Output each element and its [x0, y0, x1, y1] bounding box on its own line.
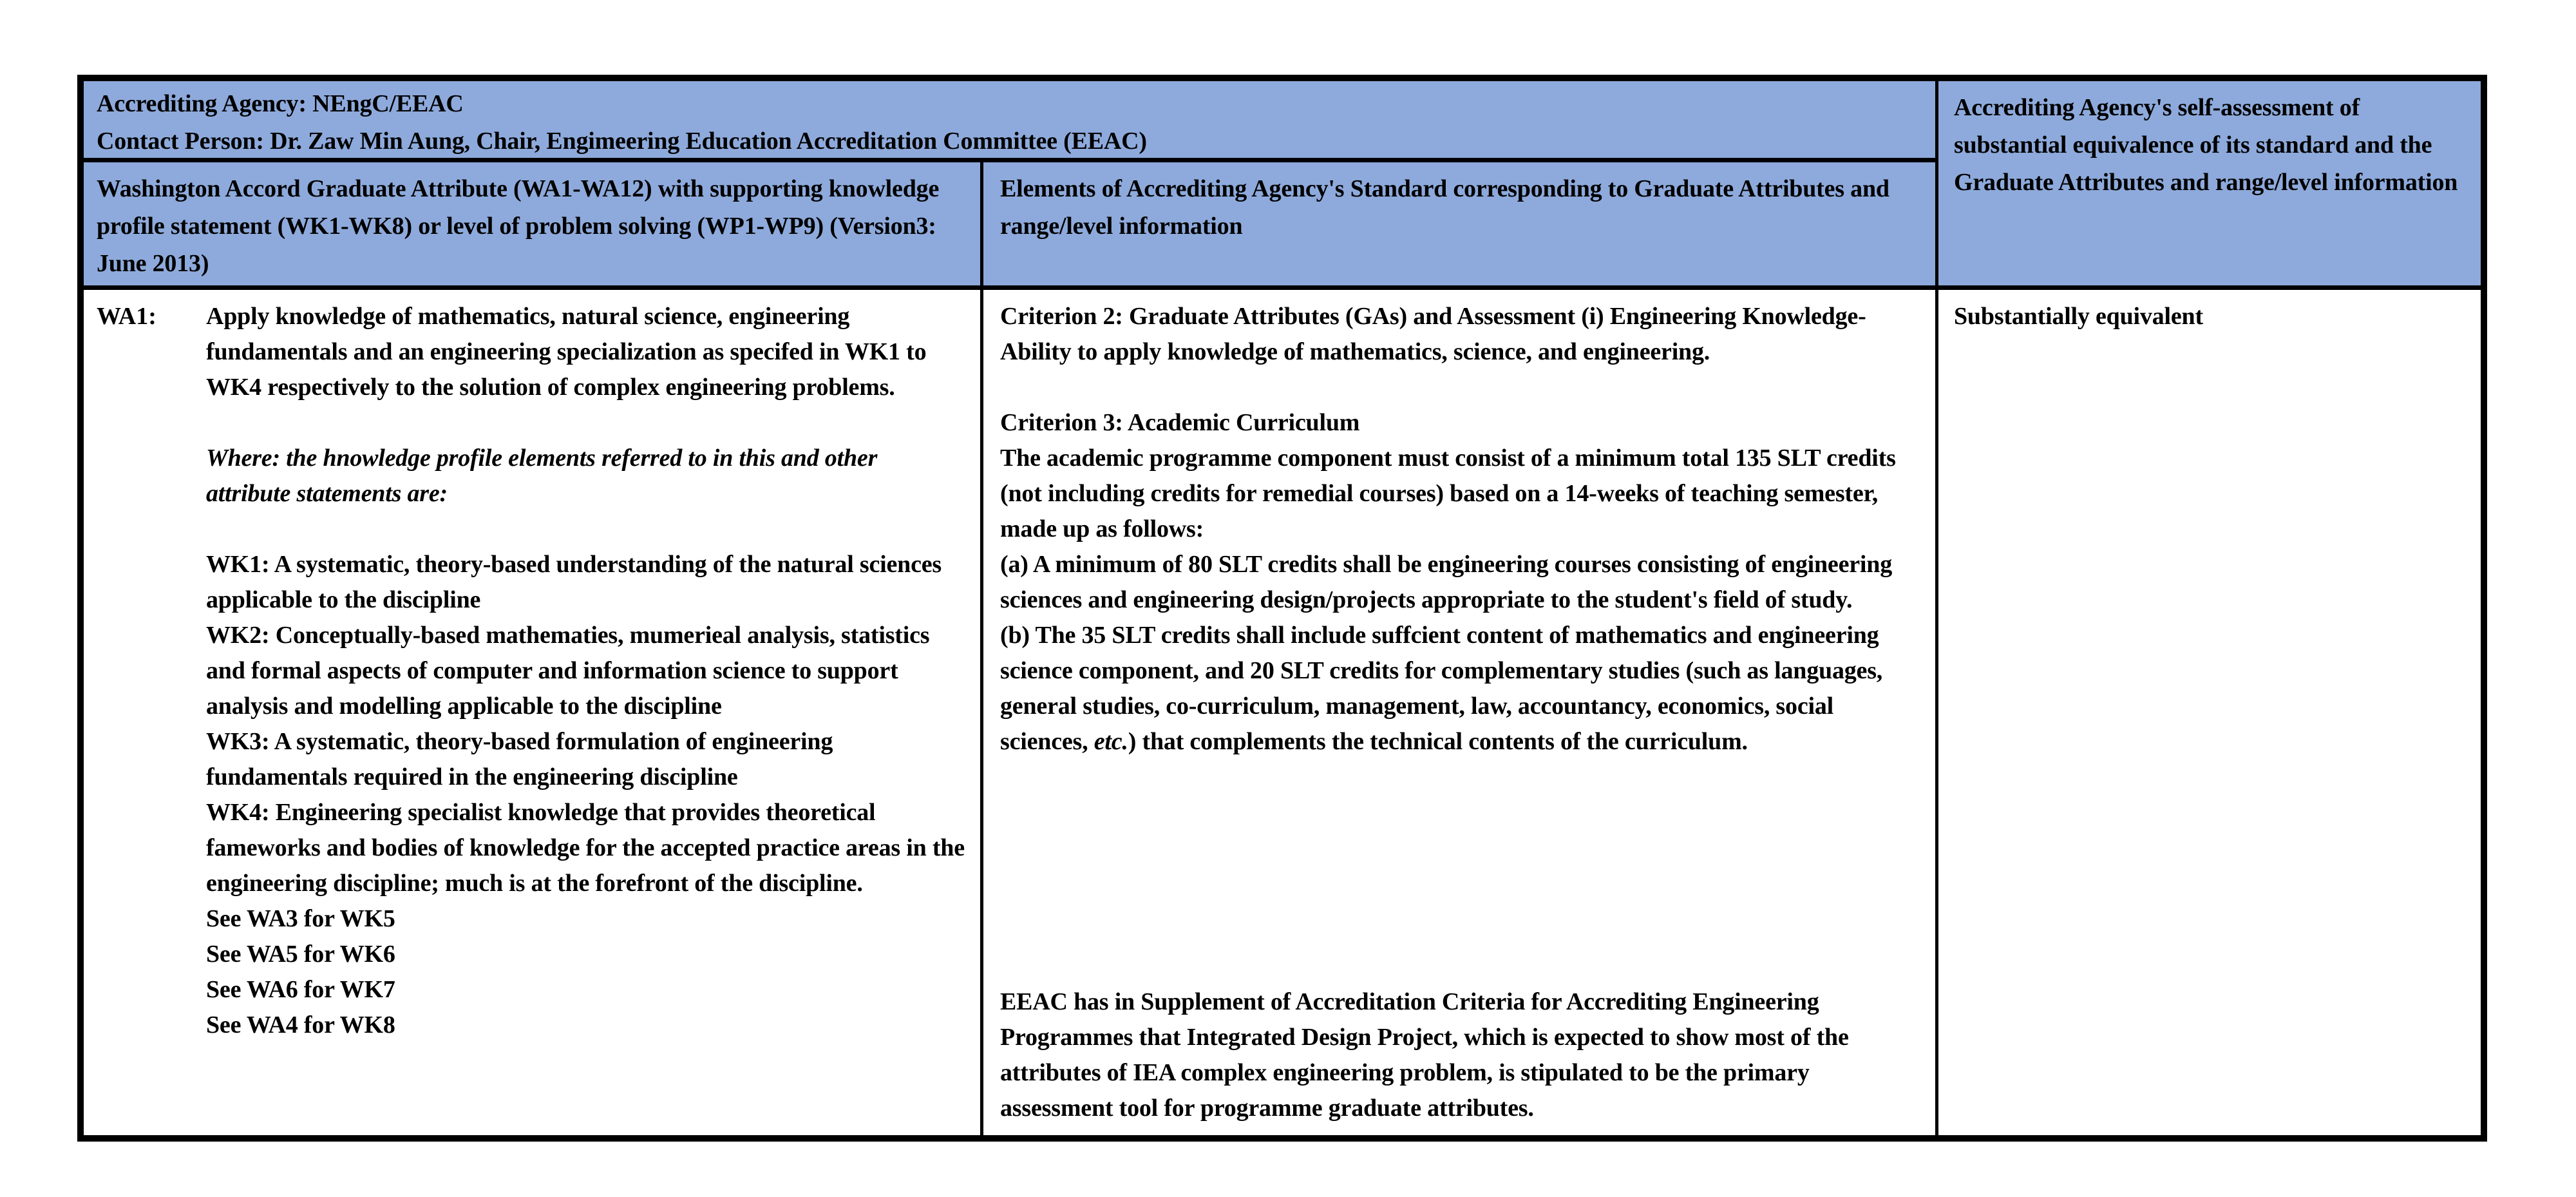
- self-assessment-header-text: Accrediting Agency's self-assessment of substantial equivalence of its standard and the Graduate Attributes and range/level information: [1954, 94, 2458, 196]
- item-b-text-start: (b) The 35 SLT credits shall include suffcient content of mathematics and engineering science component, and 20 SLT credits for complementary studies (such as languages, general studies, co-curriculum, management, law, accountancy, economics, social sciences,: [1000, 622, 1883, 755]
- standard-elements-header-text: Elements of Accrediting Agency's Standard corresponding to Graduate Attributes and range/level information: [1000, 175, 1889, 240]
- wk1-item: WK1: A systematic, theory-based understanding of the natural sciences applicable to the discipline: [206, 551, 942, 613]
- item-b-etc: etc.: [1094, 728, 1128, 755]
- wa1-statement: Apply knowledge of mathematics, natural science, engineering fundamentals and an engineering specialization as specifed in WK1 to WK4 respectively to the solution of complex engineering problems.: [206, 303, 927, 401]
- assessment-result-text: Substantially equivalent: [1954, 303, 2203, 330]
- wk3-item: WK3: A systematic, theory-based formulation of engineering fundamentals required in the engineering discipline: [206, 728, 833, 790]
- wk2-item: WK2: Conceptually-based mathematies, mumerieal analysis, statistics and formal aspects of computer and information science to support analysis and modelling applicable to the discipline: [206, 622, 930, 720]
- see-ref-wk7: See WA6 for WK7: [206, 976, 395, 1003]
- criterion3-title: Criterion 3: Academic Curriculum: [1000, 409, 1360, 436]
- wa1-label: WA1:: [97, 303, 156, 330]
- assessment-result-cell: [1938, 290, 2481, 1135]
- standard-detail-content: [1000, 299, 1918, 1126]
- wk4-item: WK4: Engineering specialist knowledge that provides theoretical fameworks and bodies of knowledge for the accepted practice areas in the engineering discipline; much is at the forefront of the discipline.: [206, 799, 965, 897]
- see-ref-wk6: See WA5 for WK6: [206, 941, 395, 968]
- agency-header-cell: [84, 81, 1938, 162]
- self-assessment-header-cell: [1938, 81, 2481, 290]
- wa1-where-note: Where: the hnowledge profile elements referred to in this and other attribute statements are:: [206, 445, 878, 507]
- wa1-content: [206, 299, 967, 1043]
- accreditation-table: [77, 75, 2487, 1142]
- see-ref-wk5: See WA3 for WK5: [206, 905, 395, 932]
- eeac-supplement-note: EEAC has in Supplement of Accreditation Criteria for Accrediting Engineering Programmes that Integrated Design Project, which is expected to show most of the attributes of IEA complex engineering problem, is stipulated to be the primary assessment tool for programme graduate attributes.: [1000, 988, 1849, 1122]
- criterion3-intro: The academic programme component must consist of a minimum total 135 SLT credits (not including credits for remedial courses) based on a 14-weeks of teaching semester, made up as follows:: [1000, 445, 1896, 542]
- criterion2-text: Criterion 2: Graduate Attributes (GAs) and Assessment (i) Engineering Knowledge-Ability to apply knowledge of mathematics, science, and engineering.: [1000, 303, 1866, 365]
- wa-attribute-header-text: Washington Accord Graduate Attribute (WA1-WA12) with supporting knowledge profile statement (WK1-WK8) or level of problem solving (WP1-WP9) (Version3: June 2013): [97, 175, 940, 277]
- item-b-text-end: ) that complements the technical contents of the curriculum.: [1128, 728, 1748, 755]
- see-ref-wk8: See WA4 for WK8: [206, 1011, 395, 1039]
- standard-elements-header-cell: [983, 162, 1938, 290]
- wa1-attribute-cell: [84, 290, 983, 1135]
- criterion3-item-b: [1000, 618, 1918, 760]
- agency-name-line: Accrediting Agency: NEngC/EEAC: [97, 90, 464, 117]
- criterion3-item-a: (a) A minimum of 80 SLT credits shall be engineering courses consisting of engineering sciences and engineering design/projects appropriate to the student's field of study.: [1000, 551, 1892, 613]
- standard-detail-cell: [983, 290, 1938, 1135]
- wa-attribute-header-cell: [84, 162, 983, 290]
- contact-person-line: Contact Person: Dr. Zaw Min Aung, Chair, Engimeering Education Accreditation Committee (EEAC): [97, 128, 1147, 155]
